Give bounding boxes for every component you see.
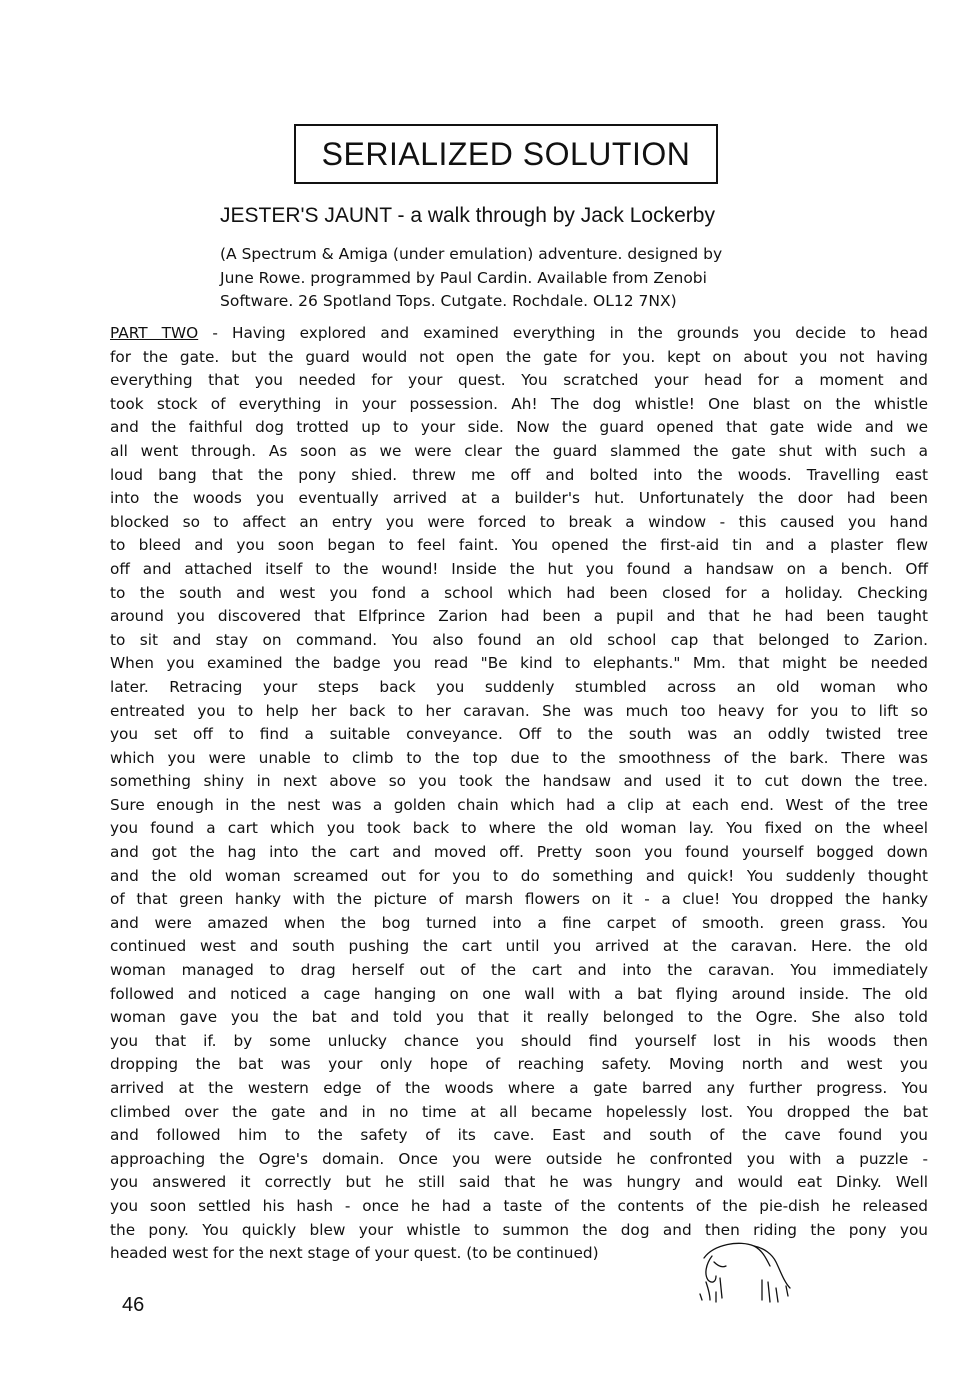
article-line: to the south and west you fond a school which had been closed for a holiday. Checking <box>110 583 928 602</box>
article-line: the pony. You quickly blew your whistle to summon the dog and then riding the pony you <box>110 1220 928 1239</box>
article-line: to bleed and you soon began to feel faint. You opened the first-aid tin and a plaster flew <box>110 536 928 555</box>
page-number: 46 <box>122 1294 145 1316</box>
article-line: woman managed to drag herself out of the cart and into the caravan. You immediately <box>110 961 928 980</box>
article-line: and the faithful dog trotted up to your side. Now the guard opened that gate wide and we <box>110 418 928 437</box>
article-line: When you examined the badge you read "Be kind to elephants." Mm. that might be needed <box>110 654 928 673</box>
article-line: approaching the Ogre's domain. Once you were outside he confronted you with a puzzle - <box>110 1149 928 1168</box>
article-subtitle: JESTER'S JAUNT - a walk through by Jack Lockerby <box>220 204 715 227</box>
article-line: around you discovered that Elfprince Zarion had been a pupil and that he had been taught <box>110 607 928 626</box>
article-line: for the gate. but the guard would not open the gate for you. kept on about you not having <box>110 347 928 366</box>
article-line: you set off to find a suitable conveyance. Off to the south was an oddly twisted tree <box>110 725 928 744</box>
game-credits <box>220 243 820 314</box>
article-line: entreated you to help her back to her caravan. She was much too heavy for you to lift so <box>110 701 928 720</box>
article-line: took stock of everything in your possession. Ah! The dog whistle! One blast on the whistle <box>110 394 928 413</box>
part-label: PART TWO <box>110 324 199 342</box>
article-line: everything that you needed for your quest. You scratched your head for a moment and <box>110 371 928 390</box>
article-line: into the woods you eventually arrived at a builder's hut. Unfortunately the door had been <box>110 489 928 508</box>
article-line: continued west and south pushing the cart until you arrived at the caravan. Here. the old <box>110 937 928 956</box>
article-line: to sit and stay on command. You also found an old school cap that belonged to Zarion. <box>110 630 928 649</box>
article-line: and were amazed when the bog turned into a fine carpet of smooth. green grass. You <box>110 913 928 932</box>
article-line: you found a cart which you took back to where the old woman lay. You fixed on the wheel <box>110 819 928 838</box>
article-line: woman gave you the bat and told you that it really belonged to the Ogre. She also told <box>110 1008 928 1027</box>
credits-line: Software. 26 Spotland Tops. Cutgate. Rochdale. OL12 7NX) <box>220 292 677 310</box>
article-line: off and attached itself to the wound! Inside the hut you found a handsaw on a bench. Off <box>110 559 928 578</box>
elephant-icon <box>692 1236 802 1312</box>
article-line: Sure enough in the nest was a golden chain which had a clip at each end. West of the tree <box>110 795 928 814</box>
article-body <box>110 322 928 1266</box>
article-line-last: headed west for the next stage of your quest. (to be continued) <box>110 1244 599 1263</box>
page-title: SERIALIZED SOLUTION <box>321 135 691 172</box>
article-line: climbed over the gate and in no time at all became hopelessly lost. You dropped the bat <box>110 1102 928 1121</box>
title-box <box>294 124 718 184</box>
article-line: and the old woman screamed out for you to do something and quick! You suddenly thought <box>110 866 928 885</box>
credits-line: (A Spectrum & Amiga (under emulation) adventure. designed by <box>220 245 723 263</box>
article-line: later. Retracing your steps back you suddenly stumbled across an old woman who <box>110 677 928 696</box>
article-line: of that green hanky with the picture of marsh flowers on it - a clue! You dropped the hanky <box>110 890 928 909</box>
article-line: and followed him to the safety of its cave. East and south of the cave found you <box>110 1126 928 1145</box>
article-line: loud bang that the pony shied. threw me off and bolted into the woods. Travelling east <box>110 465 928 484</box>
article-line: followed and noticed a cage hanging on one wall with a bat flying around inside. The old <box>110 984 928 1003</box>
article-line-first <box>110 322 928 346</box>
article-line: which you were unable to climb to the top due to the smoothness of the bark. There was <box>110 748 928 767</box>
article-line: you that if. by some unlucky chance you should find yourself lost in his woods then <box>110 1031 928 1050</box>
article-line: all went through. As soon as we were clear the guard slammed the gate shut with such a <box>110 441 928 460</box>
credits-line: June Rowe. programmed by Paul Cardin. Available from Zenobi <box>220 268 707 287</box>
article-line: blocked so to affect an entry you were forced to break a window - this caused you hand <box>110 512 928 531</box>
article-line: arrived at the western edge of the woods where a gate barred any further progress. You <box>110 1079 928 1097</box>
article-line: you answered it correctly but he still said that he was hungry and would eat Dinky. Well <box>110 1173 928 1192</box>
article-line: dropping the bat was your only hope of reaching safety. Moving north and west you <box>110 1055 928 1074</box>
article-line: you soon settled his hash - once he had a taste of the contents of the pie-dish he released <box>110 1196 928 1215</box>
article-line: something shiny in next above so you took the handsaw and used it to cut down the tree. <box>110 772 928 791</box>
article-line: and got the hag into the cart and moved off. Pretty soon you found yourself bogged down <box>110 843 928 862</box>
first-line-text: - Having explored and examined everything in the grounds you decide to head <box>198 324 928 342</box>
